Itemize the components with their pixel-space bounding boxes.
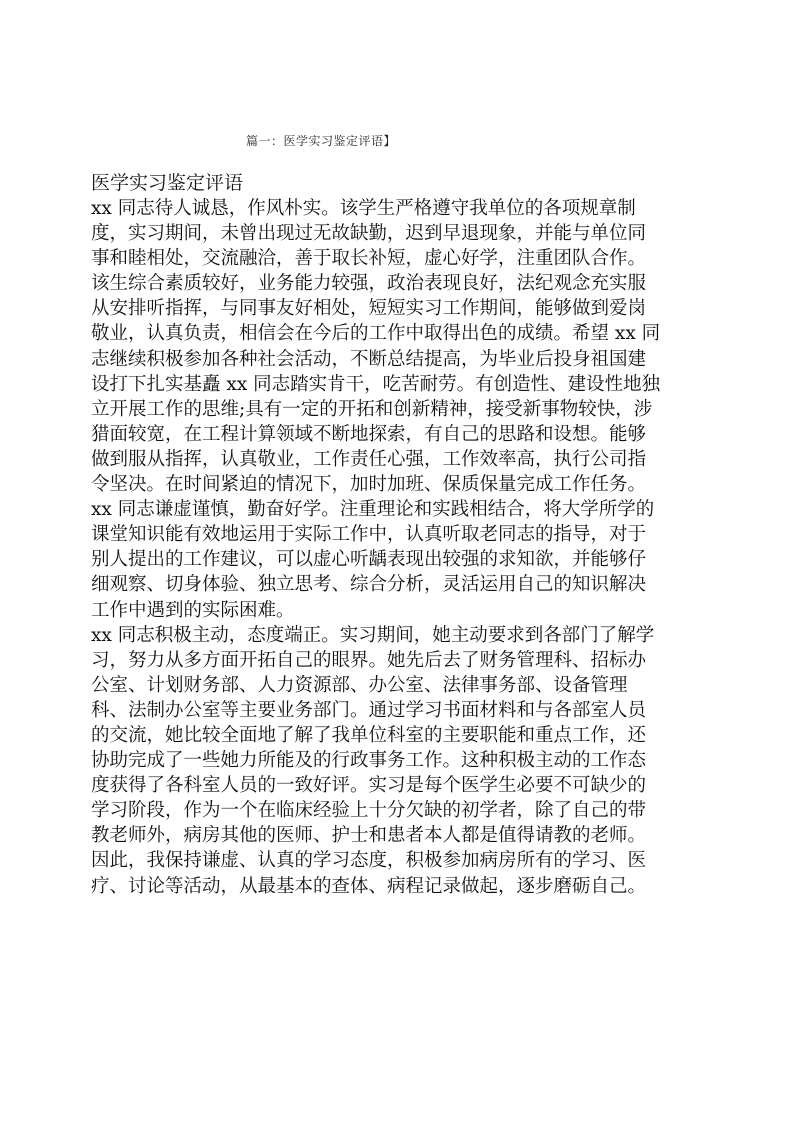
text-line: 公室、计划财务部、人力资源部、办公室、法律事务部、设备管理 [91, 674, 628, 696]
text-line: 立开展工作的思维;具有一定的开拓和创新精神，接受新事物较快，涉 [91, 398, 653, 420]
text-line: 令坚决。在时间紧迫的情况下，加时加班、保质保量完成工作任务。 [91, 474, 647, 496]
text-line: 课堂知识能有效地运用于实际工作中，认真听取老同志的指导，对于 [91, 524, 647, 546]
document-title: 医学实习鉴定评语 [91, 172, 244, 194]
text-line: 细观察、切身体验、独立思考、综合分析，灵活运用自己的知识解决 [91, 574, 647, 596]
paragraph-3 [91, 623, 711, 899]
text-line: 工作中遇到的实际困难。 [91, 599, 295, 621]
text-line: 做到服从指挥，认真敬业，工作责任心强，工作效率高，执行公司指 [91, 448, 647, 470]
text-line: 的交流，她比较全面地了解了我单位科室的主要职能和重点工作，还 [91, 724, 647, 746]
text-line: xx 同志待人诚恳，作风朴实。该学生严格遵守我单位的各项规章制 [91, 198, 636, 219]
text-line: 猎面较宽，在工程计算领域不断地探索，有自己的思路和设想。能够 [91, 423, 647, 445]
text-line: 度获得了各科室人员的一致好评。实习是每个医学生必要不可缺少的 [91, 775, 647, 797]
text-line: 志继续积极参加各种社会活动，不断总结提高，为毕业后投身祖国建 [91, 348, 647, 370]
chapter-heading: 篇一：医学实习鉴定评语】 [246, 134, 397, 148]
text-line: 疗、讨论等活动，从最基本的查体、病程记录做起，逐步磨砺自己。 [91, 875, 647, 897]
text-line: 度，实习期间，未曾出现过无故缺勤，迟到早退现象，并能与单位同 [91, 223, 647, 245]
text-line: 别人提出的工作建议，可以虚心听龋表现出较强的求知欲，并能够仔 [91, 549, 647, 571]
document-body [91, 171, 711, 899]
paragraph-2 [91, 497, 711, 622]
text-line: xx 同志积极主动，态度端正。实习期间，她主动要求到各部门了解学 [91, 624, 655, 646]
text-line: 教老师外，病房其他的医师、护士和患者本人都是值得请教的老师。 [91, 825, 647, 847]
text-line: 事和睦相处，交流融洽，善于取长补短，虚心好学，注重团队合作。 [91, 248, 647, 270]
text-line: xx 同志谦虚谨慎，勤奋好学。注重理论和实践相结合，将大学所学的 [91, 499, 655, 521]
text-line: 协助完成了一些她力所能及的行政事务工作。这种积极主动的工作态 [91, 750, 647, 772]
text-line: 学习阶段，作为一个在临床经验上十分欠缺的初学者，除了自己的带 [91, 800, 647, 822]
text-line: 设打下扎实基矗 xx 同志踏实肯干，吃苦耐劳。有创造性、建设性地独 [91, 373, 661, 395]
text-line: 习，努力从多方面开拓自己的眼界。她先后去了财务管理科、招标办 [91, 649, 647, 671]
text-line: 从安排听指挥，与同事友好相处，短短实习工作期间，能够做到爱岗 [91, 298, 647, 320]
text-line: 科、法制办公室等主要业务部门。通过学习书面材料和与各部室人员 [91, 699, 647, 721]
text-line: 敬业，认真负责，相信会在今后的工作中取得出色的成绩。希望 xx 同 [91, 323, 661, 345]
text-line: 因此，我保持谦虚、认真的学习态度，积极参加病房所有的学习、医 [91, 850, 647, 872]
paragraph-1 [91, 196, 711, 497]
text-line: 该生综合素质较好，业务能力较强，政治表现良好，法纪观念充实服 [91, 273, 647, 295]
